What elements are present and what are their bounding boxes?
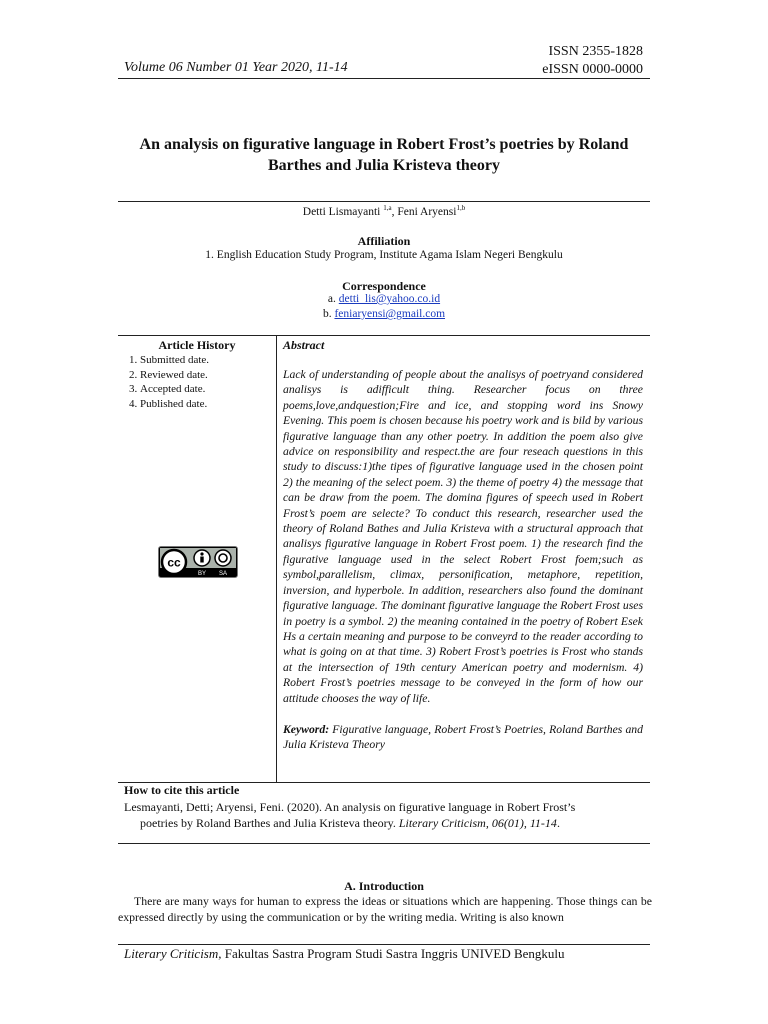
eissn: eISSN 0000-0000	[542, 62, 643, 77]
keyword-label: Keyword:	[283, 722, 330, 736]
author-separator: ,	[391, 205, 398, 218]
history-item: 1. Submitted date.	[140, 353, 276, 368]
cc-by-sa-license-badge[interactable]	[158, 546, 238, 578]
citation-text	[124, 799, 643, 831]
abstract-heading: Abstract	[283, 338, 325, 352]
attribution-icon	[194, 550, 210, 566]
correspondence-a	[118, 293, 650, 305]
keyword-list: Figurative language, Robert Frost’s Poetries, Roland Barthes and Julia Kristeva Theory	[283, 722, 643, 752]
citation-title-part: poetries by Roland Barthes and Julia Kristeva theory.	[140, 816, 399, 830]
history-item: 2. Reviewed date.	[140, 368, 276, 383]
citation-heading: How to cite this article	[124, 783, 240, 797]
history-item: 4. Published date.	[140, 397, 276, 412]
citation-line-2	[124, 815, 643, 831]
correspondence-heading: Correspondence	[342, 279, 426, 293]
footer-institution: Fakultas Sastra Program Studi Sastra Inggris UNIVED Bengkulu	[221, 946, 565, 961]
introduction-text: There are many ways for human to express the ideas or situations which are happening. Those things can be expressed directly by using the communication or by the writing media. Writing is also known	[118, 894, 652, 924]
by-label: BY	[197, 571, 207, 577]
page-footer	[124, 946, 565, 962]
authors	[118, 204, 650, 218]
citation-rule	[118, 843, 650, 844]
sa-label: SA	[218, 571, 228, 577]
email-link-a[interactable]: detti_lis@yahoo.co.id	[338, 293, 441, 305]
abstract-section	[283, 336, 643, 753]
author-1-sup: 1,a	[383, 204, 392, 212]
footer-journal: Literary Criticism,	[124, 946, 222, 961]
author-2-sup: 1,b	[456, 204, 466, 212]
citation-journal: Literary Criticism, 06(01), 11-14	[398, 816, 557, 830]
issn-block	[542, 43, 643, 79]
share-alike-icon	[215, 550, 231, 566]
email-link-b[interactable]: feniaryensi@gmail.com	[334, 308, 446, 320]
introduction-heading: A. Introduction	[344, 879, 424, 893]
license-badge-graphic	[159, 547, 237, 577]
issn: ISSN 2355-1828	[548, 44, 643, 59]
creative-commons-icon	[162, 550, 186, 574]
keywords	[283, 722, 643, 753]
journal-volume: Volume 06 Number 01 Year 2020, 11-14	[124, 60, 348, 75]
footer-rule	[118, 944, 650, 945]
title-rule	[118, 201, 650, 202]
affiliation-item: 1. English Education Study Program, Institute Agama Islam Negeri Bengkulu	[205, 249, 563, 261]
author-1: Detti Lismayanti	[302, 205, 384, 218]
paper-title: An analysis on figurative language in Robert Frost’s poetries by Roland Barthes and Julia Kristeva theory	[139, 136, 629, 174]
citation-end: .	[556, 816, 560, 830]
cc-symbol-text: cc	[167, 555, 181, 570]
article-history-heading: Article History	[158, 338, 236, 352]
affiliation-heading: Affiliation	[357, 234, 411, 248]
article-history-list	[118, 353, 276, 411]
header-rule	[118, 78, 650, 79]
correspondence-a-marker: a.	[327, 293, 336, 305]
author-2: Feni Aryensi	[397, 205, 457, 218]
abstract-text: Lack of understanding of people about the analisys of poetryand considered analisys is adifficult thing. Researcher focus on three poems,love,andquestion;Fire and ice, and stopping word ins Snowy Evening. This poem is chosen because his poetry work and is bild by various figurative language than any other poetry. In addition the poem also give advice on responsibility and respect.the are four reseach questions in this study to discuss:1)the tipes of figurative language used in the chosen point 2) the meaning of the select poem. 3) the theme of poetry 4) the message that can be draw from the poem. The domina figures of speech used in Robert Frost’s poem are selecte? To conduct this research, researcher used the theory of Roland Bathes and Julia Kristeva with a structural approach that analisys figurative language in Robert Frost poem. 1) the research find the figurative language used in the select Robert Frost foem;such as symbol,parallelism, climax, personification, metaphore, repetition, inversion, and hyperbole. In addition, researchers also found the dominant figurative language. The dominant figurative language the Robert Frost uses in poetry is a symbol. 2) the meaning contained in the poetry of Robert Esek Hs a certain meaning and purpose to be conveyrd to the reader according to what is going on at that time. 3) Robert Frost’s poetries is Frost who stands at the intersection of 19th century American poetry and modernism. 4) Robert Frost’s poetries message to be conveyed in the form of how our attitude chooses the way of life.	[283, 368, 643, 705]
correspondence-b	[118, 308, 650, 320]
history-item: 3. Accepted date.	[140, 382, 276, 397]
citation-line-1: Lesmayanti, Detti; Aryensi, Feni. (2020). An analysis on figurative language in Robert Frost’s	[124, 800, 576, 814]
correspondence-b-marker: b.	[322, 308, 332, 320]
